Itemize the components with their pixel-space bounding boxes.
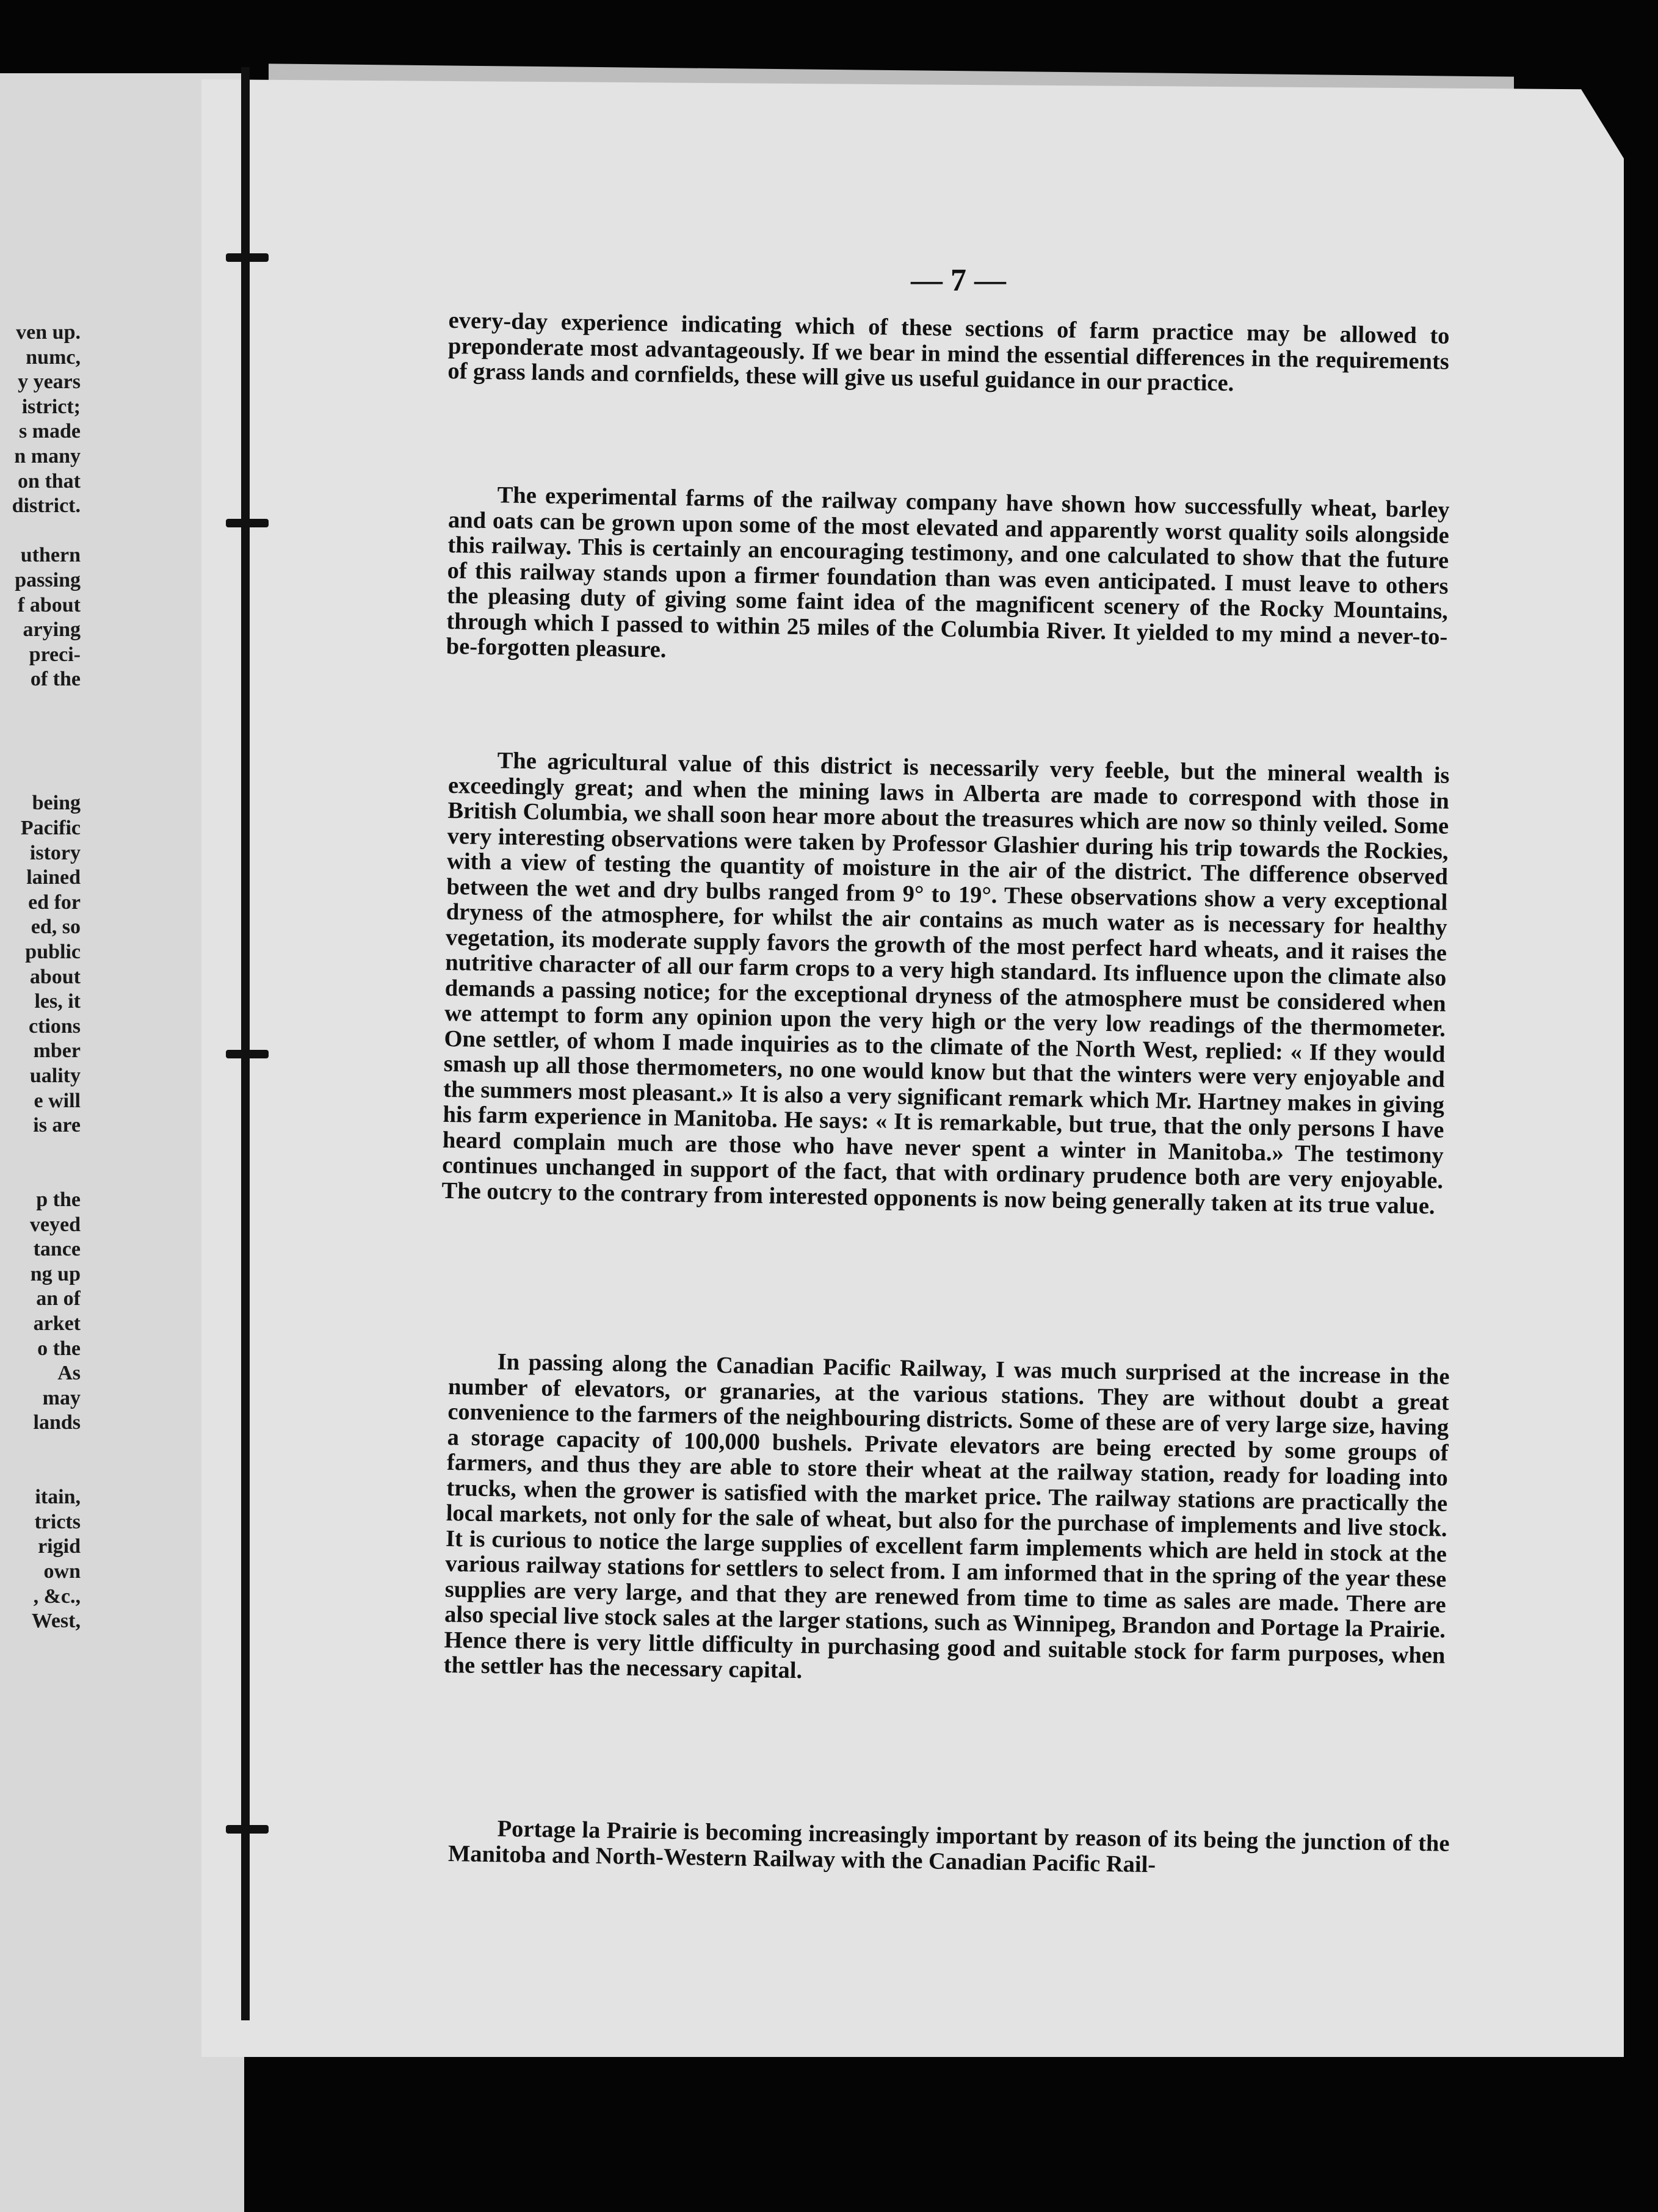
previous-page-line: f about — [18, 593, 81, 616]
previous-page-line: of the — [30, 668, 81, 691]
previous-page-line: mber — [33, 1039, 81, 1063]
binding-stitch — [226, 1050, 269, 1058]
previous-page-line: les, it — [34, 990, 81, 1013]
binding-stitch — [226, 519, 269, 527]
binding-stitch — [226, 1825, 269, 1834]
previous-page-line: arying — [23, 618, 81, 642]
previous-page-line: p the — [36, 1188, 81, 1211]
previous-page-line: uality — [29, 1064, 81, 1087]
previous-page-line: on that — [18, 469, 81, 493]
previous-page-line: ng up — [30, 1262, 81, 1285]
previous-page-line: e will — [34, 1089, 81, 1112]
previous-page-line: istory — [29, 841, 81, 864]
previous-page-line: y years — [18, 370, 81, 394]
previous-page-line: public — [25, 941, 81, 963]
previous-page-line: about — [29, 965, 81, 988]
paragraph-2: The experimental farms of the railway company have shown how successfully wheat, barley and oats can be grown upon some of the most elevated and apparently worst quality soils alongside this railway. This is certainly an encouraging testimony, and one calculated to show that the future of this railway stands upon a firmer foundation than was even anticipated. I must leave to others the pleasing duty of giving some faint idea of the magnificent scenery of the Rocky Mountains, through which I passed to within 25 miles of the Columbia River. It yielded to my mind a never-to-be-forgotten pleasure. — [446, 482, 1450, 663]
previous-page-line: is are — [33, 1114, 81, 1137]
previous-page-line: , &c., — [33, 1585, 81, 1608]
paragraph-1: every-day experience indicating which of these sections of farm practice may be allowed to preponderate most advantageously. If we bear in mind the essential differences in the requirements of grass lands and cornfields, these will give us useful guidance in our practice. — [447, 308, 1450, 397]
previous-page-line: Pacific — [20, 817, 81, 839]
paragraph-4: In passing along the Canadian Pacific Railway, I was much surprised at the increase in the number of elevators, or granaries, at the various stations. They are without doubt a great convenience to the farmers of the neighbouring districts. Some of these are of very large size, having a storage capacity of 100,000 bushels. Private elevators are being erected by some groups of farmers, and thus they are able to store their wheat at the railway station, ready for loading into trucks, when the grower is satisfied with the market price. The railway stations are practically the local markets, not only for the sale of wheat, but also for the purchase of implements and live stock. It is curious to notice the large supplies of excellent farm implements which are held in stock at the various railway stations for settlers to select from. I am informed that in the spring of the year these supplies are very large, and that they are renewed from time to time as sales are made. There are also special live stock sales at the larger stations, such as Winnipeg, Brandon and Portage la Prairie. Hence there is very little difficulty in purchasing good and suitable stock for farm purposes, when the settler has the necessary capital. — [443, 1349, 1450, 1684]
previous-page-line: own — [43, 1560, 81, 1583]
previous-page-line: lained — [26, 866, 81, 889]
previous-page-line: itain, — [35, 1486, 81, 1509]
previous-page-line: ctions — [29, 1014, 81, 1038]
paragraph-5: Portage la Prairie is becoming increasingly important by reason of its being the junction of the Manitoba and North-Western Railway with the Canadian Pacific Rail- — [447, 1816, 1450, 1878]
previous-page-line: passing — [15, 569, 81, 591]
previous-page-line: numc, — [26, 345, 81, 369]
previous-page-line: ven up. — [16, 321, 81, 344]
page-number: — 7 — — [911, 263, 1006, 298]
previous-page-line: ed, so — [31, 916, 81, 939]
binding-stitch — [226, 253, 269, 262]
previous-page-line: tricts — [34, 1510, 81, 1533]
previous-page-line: n many — [14, 445, 81, 468]
previous-page-line: an of — [36, 1287, 81, 1310]
previous-page-line: s made — [18, 420, 81, 443]
previous-page-line: uthern — [20, 544, 81, 567]
previous-page-line: being — [32, 792, 81, 815]
previous-page-line: district. — [12, 494, 81, 518]
previous-page-line: tance — [33, 1238, 81, 1261]
previous-page-line: preci- — [29, 643, 81, 666]
previous-page-line: rigid — [38, 1535, 81, 1558]
previous-page-line: lands — [33, 1411, 81, 1434]
paragraph-3: The agricultural value of this district is necessarily very feeble, but the mineral wealth is exceedingly great; and when the mining laws in Alberta are made to correspond with those in British Columbia, we shall soon hear more about the treasures which are now so thinly veiled. Some very interesting observations were taken by Professor Glashier during his trip towards the Rockies, with a view of testing the quantity of moisture in the air of the district. The difference observed between the wet and dry bulbs ranged from 9° to 19°. These observations show a very exceptional dryness of the atmosphere, for whilst the air contains as much water as is necessary for healthy vegetation, its moderate supply favors the growth of the most perfect hard wheats, and it raises the nutritive character of all our farm crops to a very high standard. Its influence upon the climate also demands a passing notice; for the exceptional dryness of the atmosphere must be considered when we attempt to form any opinion upon the very high or the very low readings of the thermometer. One settler, of whom I made inquiries as to the climate of the North West, replied: « If they would smash up all those thermometers, no one would know but that the winters were very enjoyable and the summers most pleasant.» It is also a very significant remark which Mr. Hartney makes in giving his farm experience in Manitoba. He says: « It is remarkable, but true, that the only persons I have heard complain much are those who have never spent a winter in Manitoba.» The testimony continues unchanged in support of the fact, that with ordinary prudence both are very enjoyable. The outcry to the contrary from interested opponents is now being generally taken at its true value. — [441, 748, 1450, 1219]
previous-page-line: o the — [37, 1337, 81, 1360]
previous-page-line: istrict; — [21, 395, 81, 418]
previous-page-line: West, — [31, 1610, 81, 1633]
previous-page-line: may — [42, 1386, 81, 1409]
previous-page-line: veyed — [29, 1213, 81, 1236]
binding-thread — [241, 67, 250, 2020]
previous-page-line: ed for — [28, 891, 81, 914]
previous-page-line: As — [57, 1362, 81, 1385]
previous-page-line: arket — [33, 1312, 81, 1335]
